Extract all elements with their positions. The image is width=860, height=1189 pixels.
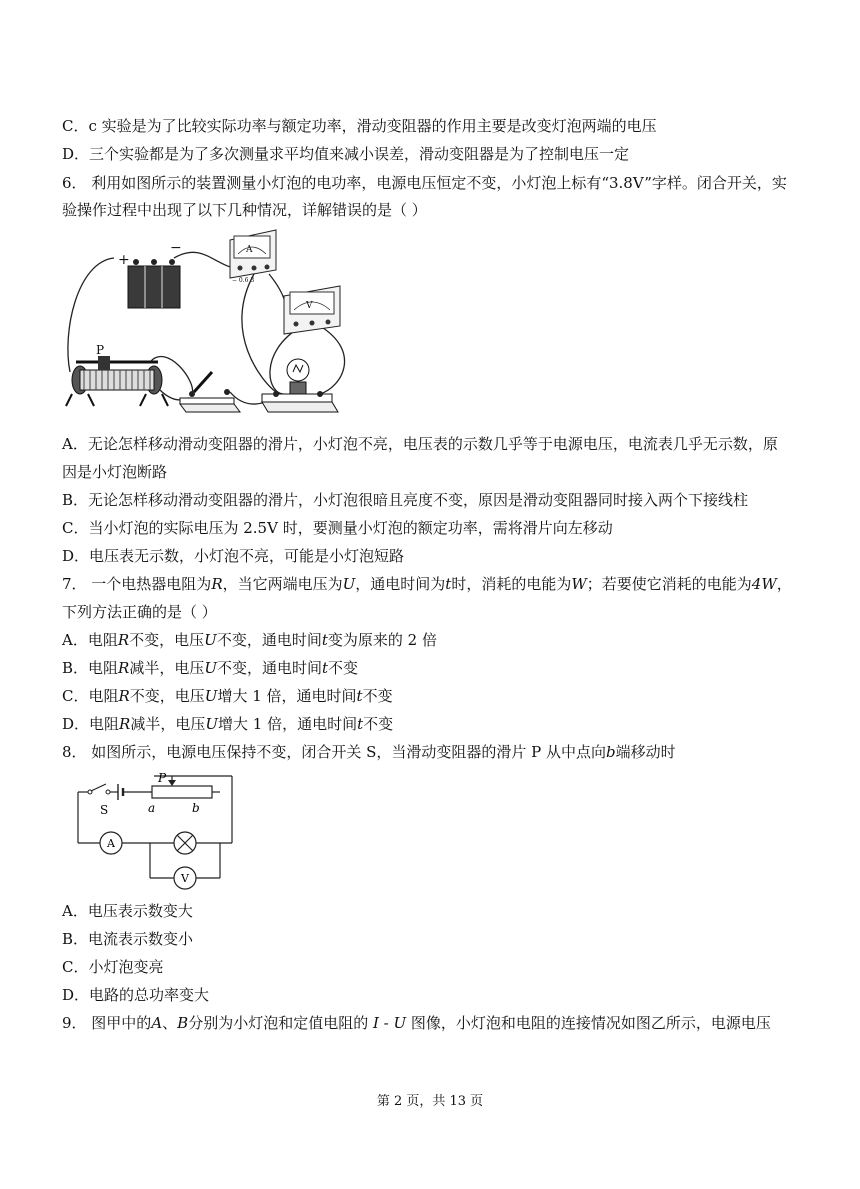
page-footer: 第 2 页，共 13 页 <box>376 1094 484 1109</box>
battery-icon <box>128 259 180 308</box>
battery-plus-label: + <box>118 252 130 268</box>
q6-apparatus-figure <box>62 222 362 420</box>
rheostat-end-a-label: a <box>148 801 156 815</box>
q5-option-c: C．c 实验是为了比较实际功率与额定功率，滑动变阻器的作用主要是改变灯泡两端的电压 <box>62 117 657 135</box>
q8-stem: 8． 如图所示，电源电压保持不变，闭合开关 S，当滑动变阻器的滑片 P 从中点向b端移动时 <box>62 743 676 761</box>
q6-option-c: C．当小灯泡的实际电压为 2.5V 时，要测量小灯泡的额定功率，需将滑片向左移动 <box>62 519 613 537</box>
slider-arrow-icon <box>168 780 176 786</box>
ammeter-icon <box>230 230 276 278</box>
q7-stem-line1: 7． 一个电热器电阻为R，当它两端电压为U，通电时间为t时，消耗的电能为W；若要使它消耗的电能为4W， <box>62 575 792 593</box>
q6-option-a-line2: 因是小灯泡断路 <box>62 463 168 481</box>
q8-option-c: C．小灯泡变亮 <box>62 958 164 976</box>
q6-option-d: D．电压表无示数，小灯泡不亮，可能是小灯泡短路 <box>62 547 405 565</box>
rheostat-end-b-label: b <box>192 801 200 815</box>
q8-option-a: A．电压表示数变大 <box>62 902 193 920</box>
q9-stem: 9． 图甲中的A、B分别为小灯泡和定值电阻的 I - U 图像，小灯泡和电阻的连接情况如图乙所示，电源电压 <box>62 1014 771 1032</box>
q7-stem-line2: 下列方法正确的是（ ） <box>62 603 217 621</box>
ammeter-label: A <box>107 837 115 850</box>
bulb-icon <box>262 359 338 412</box>
q7-option-d: D．电阻R减半，电压U增大 1 倍，通电时间t不变 <box>62 715 394 733</box>
ammeter-scale-label: − 0.6 3 <box>232 277 255 284</box>
q8-option-b: B．电流表示数变小 <box>62 930 194 948</box>
slider-label: P <box>158 771 167 785</box>
q7-option-b: B．电阻R减半，电压U不变，通电时间t不变 <box>62 659 359 677</box>
rheostat-slider-label: P <box>96 343 105 357</box>
q8-circuit-figure <box>72 770 242 892</box>
q7-option-c: C．电阻R不变，电压U增大 1 倍，通电时间t不变 <box>62 687 393 705</box>
q5-option-d: D．三个实验都是为了多次测量求平均值来减小误差，滑动变阻器是为了控制电压一定 <box>62 145 630 163</box>
ammeter-label: A <box>246 245 253 255</box>
battery-minus-label: − <box>170 240 182 256</box>
q6-stem-line1: 6． 利用如图所示的装置测量小灯泡的电功率，电源电压恒定不变，小灯泡上标有“3.8V”字样。闭合开关，实 <box>62 174 787 192</box>
q8-option-d: D．电路的总功率变大 <box>62 986 210 1004</box>
q7-option-a: A．电阻R不变，电压U不变，通电时间t变为原来的 2 倍 <box>62 631 437 649</box>
voltmeter-label: V <box>306 301 313 311</box>
switch-blade <box>91 784 106 791</box>
q6-stem-line2: 验操作过程中出现了以下几种情况，详解错误的是（ ） <box>62 201 427 219</box>
q6-option-a-line1: A．无论怎样移动滑动变阻器的滑片，小灯泡不亮，电压表的示数几乎等于电源电压，电流表几乎无示数，原 <box>62 435 778 453</box>
voltmeter-label: V <box>181 872 189 885</box>
rheostat-icon <box>66 356 168 406</box>
q6-option-b: B．无论怎样移动滑动变阻器的滑片，小灯泡很暗且亮度不变，原因是滑动变阻器同时接入两个下接线柱 <box>62 491 749 509</box>
rheostat-resistor <box>152 786 212 798</box>
switch-label: S <box>100 803 109 817</box>
